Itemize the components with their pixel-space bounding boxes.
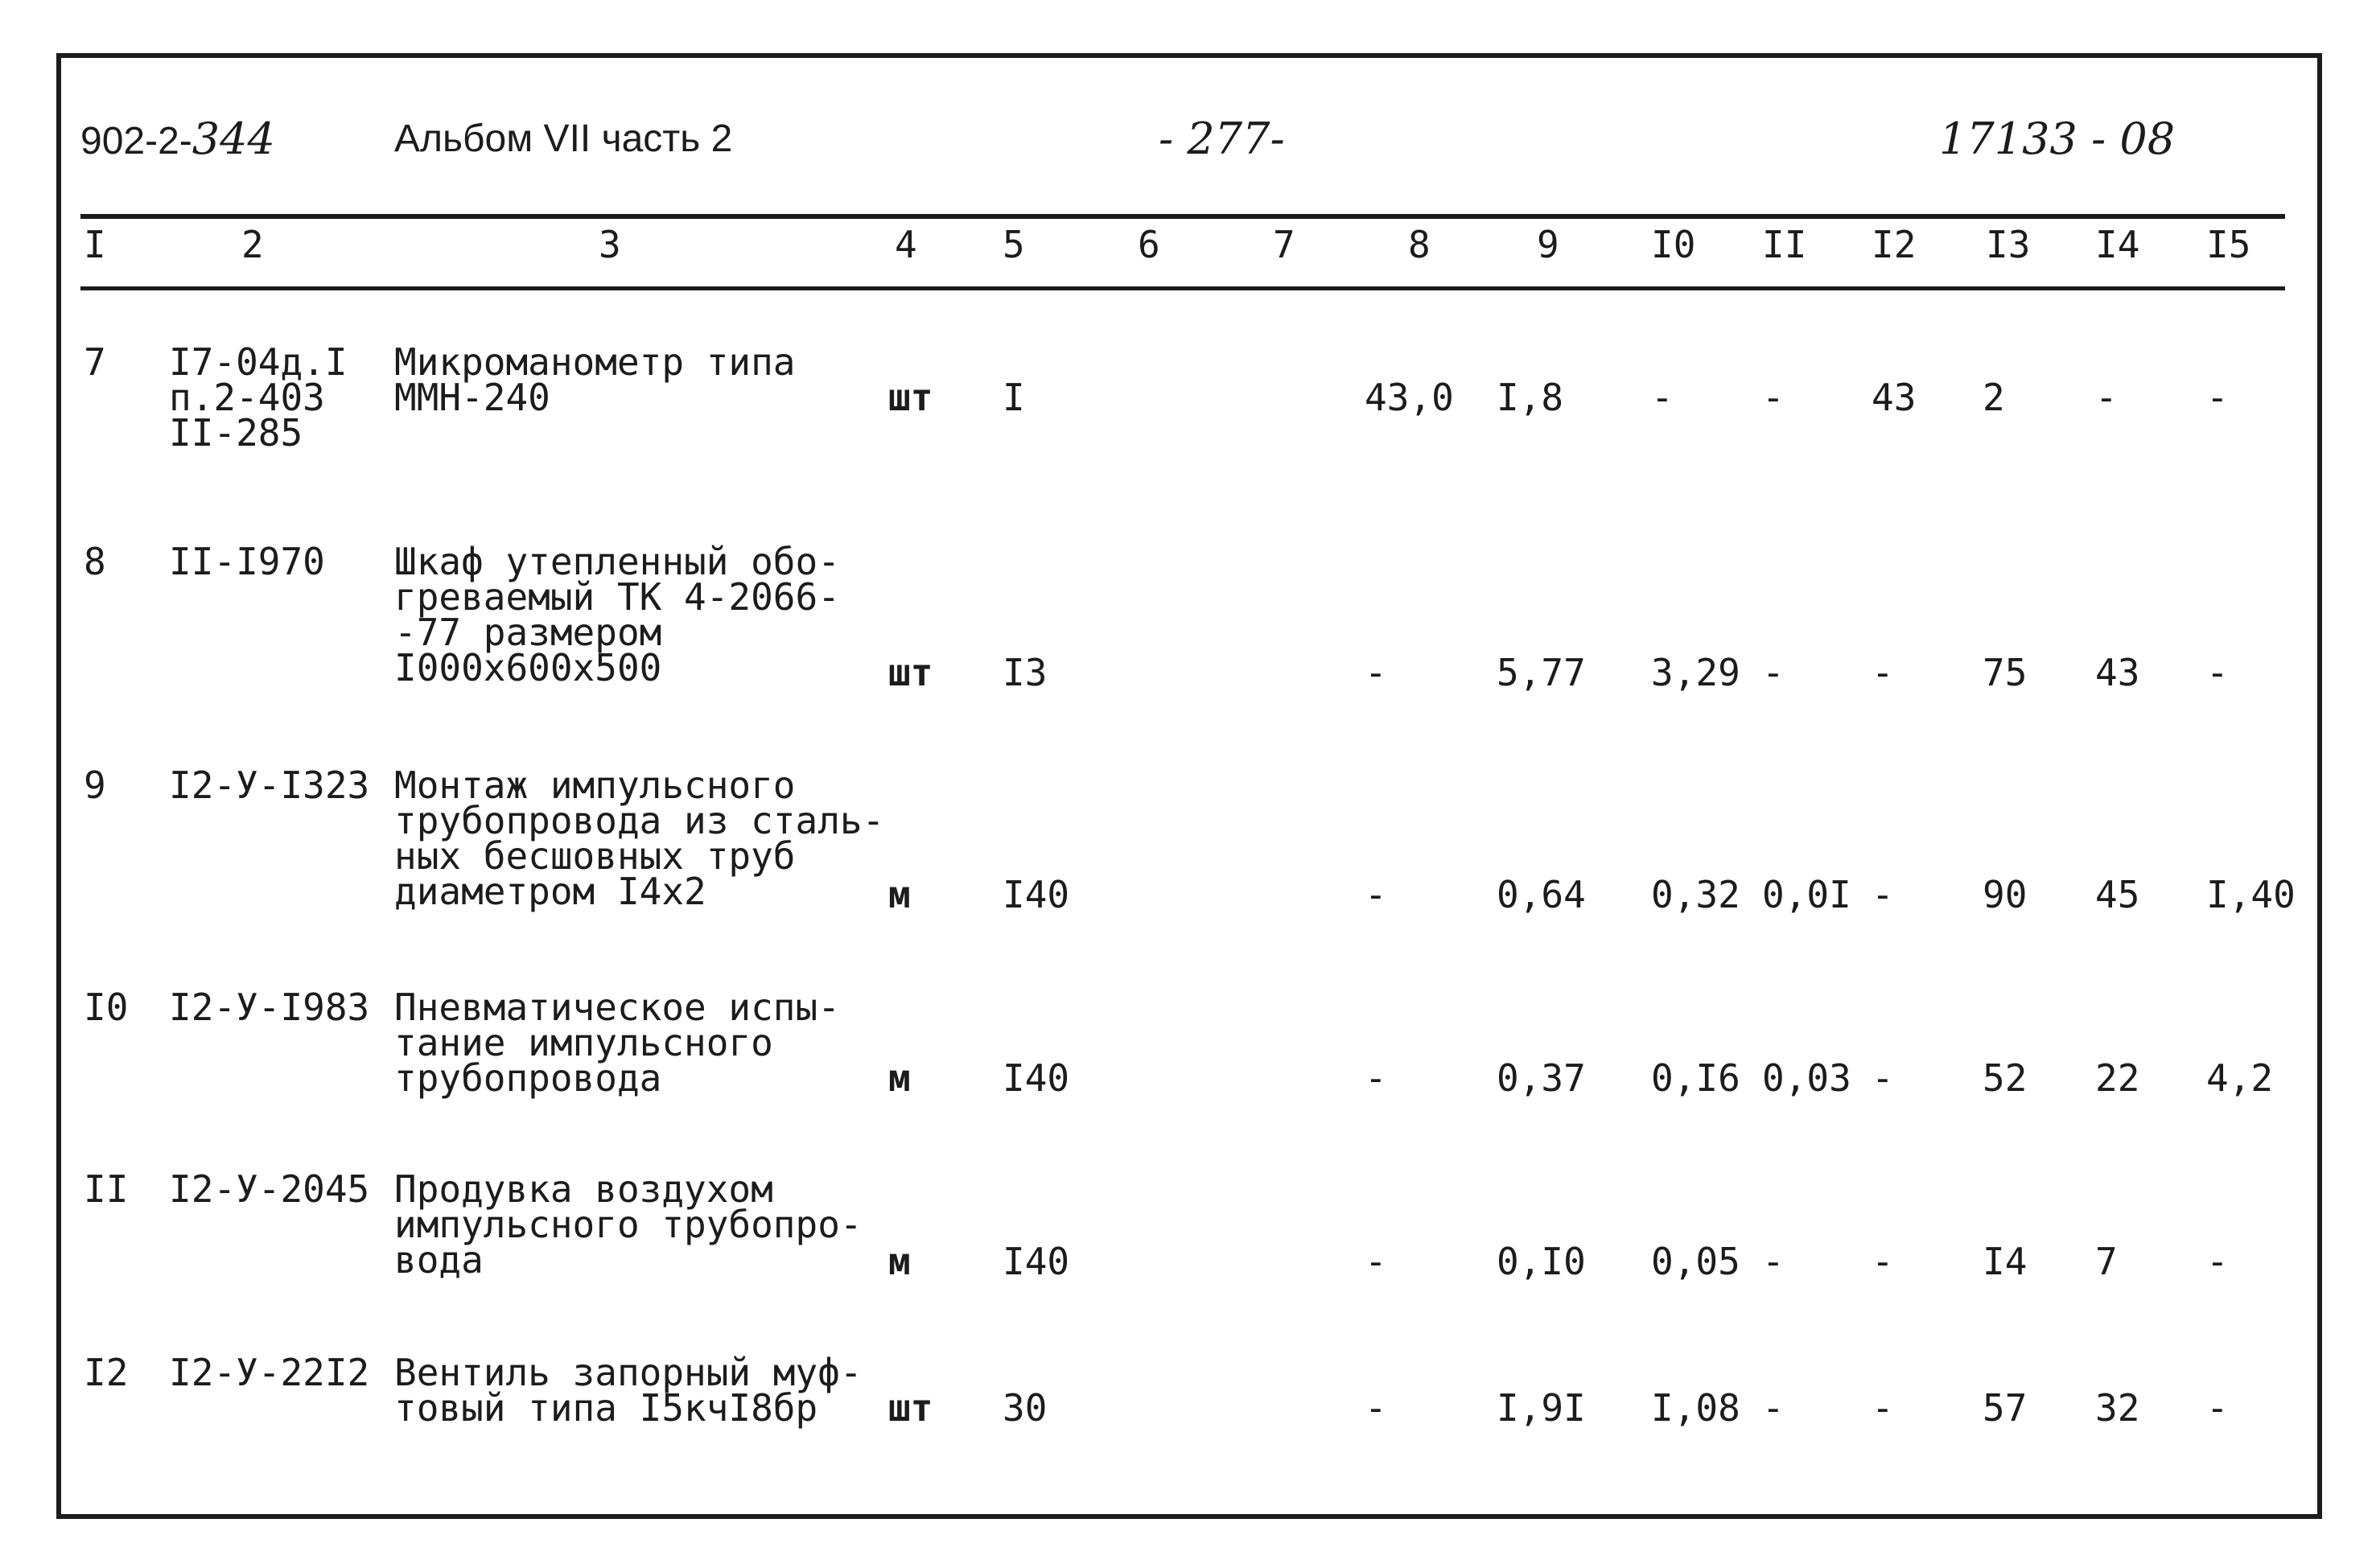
work-name: Шкаф утепленный обо- греваемый ТК 4-2066- -77 размером I000х600х500 xyxy=(394,540,840,689)
col-8-value: 43,0 xyxy=(1365,376,1454,419)
norm-code: I2-У-I983 xyxy=(169,986,370,1029)
column-header: II xyxy=(1762,223,1807,266)
row-number: I2 xyxy=(84,1351,129,1394)
col-12-value: - xyxy=(1872,1240,1894,1283)
col-8-value: - xyxy=(1365,651,1387,694)
col-10-value: 0,05 xyxy=(1651,1240,1740,1283)
column-header: I5 xyxy=(2206,223,2251,266)
row-number: II xyxy=(84,1167,129,1211)
column-header: I2 xyxy=(1872,223,1917,266)
col-13-value: 90 xyxy=(1983,873,2028,916)
quantity: I xyxy=(1003,376,1025,419)
column-header: 9 xyxy=(1537,223,1559,266)
norm-code: I2-У-2045 xyxy=(169,1167,370,1211)
column-header: I0 xyxy=(1651,223,1696,266)
col-12-value: 43 xyxy=(1872,376,1917,419)
norm-code: I7-04д.I п.2-403 II-285 xyxy=(169,340,348,455)
unit: м xyxy=(888,873,911,916)
unit: м xyxy=(888,1056,911,1100)
col-15-value: - xyxy=(2206,1240,2229,1283)
row-number: I0 xyxy=(84,986,129,1029)
col-8-value: - xyxy=(1365,1240,1387,1283)
col-10-value: 0,I6 xyxy=(1651,1056,1740,1100)
col-15-value: - xyxy=(2206,376,2229,419)
column-header: 6 xyxy=(1138,223,1160,266)
column-header: I3 xyxy=(1986,223,2031,266)
col-9-value: 0,37 xyxy=(1497,1056,1586,1100)
norm-code: I2-У-I323 xyxy=(169,763,370,807)
column-header: 8 xyxy=(1408,223,1431,266)
unit: шт xyxy=(888,651,933,694)
col-15-value: - xyxy=(2206,651,2229,694)
column-header: 4 xyxy=(895,223,917,266)
unit: м xyxy=(888,1240,911,1283)
quantity: I40 xyxy=(1003,1056,1070,1100)
col-9-value: I,8 xyxy=(1497,376,1564,419)
work-name: Микроманометр типа ММН-240 xyxy=(394,340,796,419)
unit: шт xyxy=(888,1386,933,1430)
col-15-value: I,40 xyxy=(2206,873,2296,916)
norm-code: II-I970 xyxy=(169,540,325,583)
col-15-value: 4,2 xyxy=(2206,1056,2274,1100)
sheet-code: 17133 - 08 xyxy=(1939,113,2176,164)
work-name: Вентиль запорный муф- товый типа I5кчI8бр xyxy=(394,1351,863,1430)
column-header: I xyxy=(84,223,106,266)
album-title: Альбом VII часть 2 xyxy=(394,117,733,160)
col-13-value: 2 xyxy=(1983,376,2005,419)
col-9-value: 0,I0 xyxy=(1497,1240,1586,1283)
col-10-value: 0,32 xyxy=(1651,873,1740,916)
col-14-value: 32 xyxy=(2095,1386,2140,1430)
norm-code: I2-У-22I2 xyxy=(169,1351,370,1394)
row-number: 7 xyxy=(84,340,106,384)
col-9-value: I,9I xyxy=(1497,1386,1586,1430)
col-14-value: 43 xyxy=(2095,651,2140,694)
row-number: 8 xyxy=(84,540,106,583)
col-11-value: - xyxy=(1762,1240,1785,1283)
work-name: Пневматическое испы- тание импульсного трубопровода xyxy=(394,986,840,1100)
col-11-value: 0,0I xyxy=(1762,873,1851,916)
col-14-value: - xyxy=(2095,376,2118,419)
column-header: 3 xyxy=(599,223,621,266)
document-code xyxy=(80,111,275,167)
unit: шт xyxy=(888,376,933,419)
table-top-rule xyxy=(80,214,2285,219)
col-14-value: 45 xyxy=(2095,873,2140,916)
quantity: 30 xyxy=(1003,1386,1048,1430)
document-code-suffix: 344 xyxy=(191,113,275,164)
quantity: I40 xyxy=(1003,873,1070,916)
document-code-prefix: 902-2- xyxy=(80,120,192,163)
col-11-value: - xyxy=(1762,1386,1785,1430)
column-header: 7 xyxy=(1273,223,1295,266)
col-11-value: 0,03 xyxy=(1762,1056,1851,1100)
col-9-value: 5,77 xyxy=(1497,651,1586,694)
col-12-value: - xyxy=(1872,873,1894,916)
column-header: I4 xyxy=(2095,223,2140,266)
col-13-value: I4 xyxy=(1983,1240,2028,1283)
col-8-value: - xyxy=(1365,873,1387,916)
col-15-value: - xyxy=(2206,1386,2229,1430)
quantity: I3 xyxy=(1003,651,1048,694)
col-12-value: - xyxy=(1872,1056,1894,1100)
quantity: I40 xyxy=(1003,1240,1070,1283)
table-header-rule xyxy=(80,286,2285,290)
page-number: - 277- xyxy=(1159,113,1285,164)
row-number: 9 xyxy=(84,763,106,807)
col-11-value: - xyxy=(1762,376,1785,419)
col-9-value: 0,64 xyxy=(1497,873,1586,916)
col-14-value: 7 xyxy=(2095,1240,2118,1283)
col-10-value: - xyxy=(1651,376,1674,419)
column-header: 5 xyxy=(1003,223,1025,266)
col-8-value: - xyxy=(1365,1386,1387,1430)
col-13-value: 57 xyxy=(1983,1386,2028,1430)
col-10-value: 3,29 xyxy=(1651,651,1740,694)
col-11-value: - xyxy=(1762,651,1785,694)
column-header: 2 xyxy=(241,223,264,266)
col-8-value: - xyxy=(1365,1056,1387,1100)
work-name: Монтаж импульсного трубопровода из сталь- ных бесшовных труб диаметром I4х2 xyxy=(394,763,885,913)
col-14-value: 22 xyxy=(2095,1056,2140,1100)
col-12-value: - xyxy=(1872,1386,1894,1430)
col-13-value: 75 xyxy=(1983,651,2028,694)
col-13-value: 52 xyxy=(1983,1056,2028,1100)
col-12-value: - xyxy=(1872,651,1894,694)
col-10-value: I,08 xyxy=(1651,1386,1740,1430)
work-name: Продувка воздухом импульсного трубопро- вода xyxy=(394,1167,863,1282)
